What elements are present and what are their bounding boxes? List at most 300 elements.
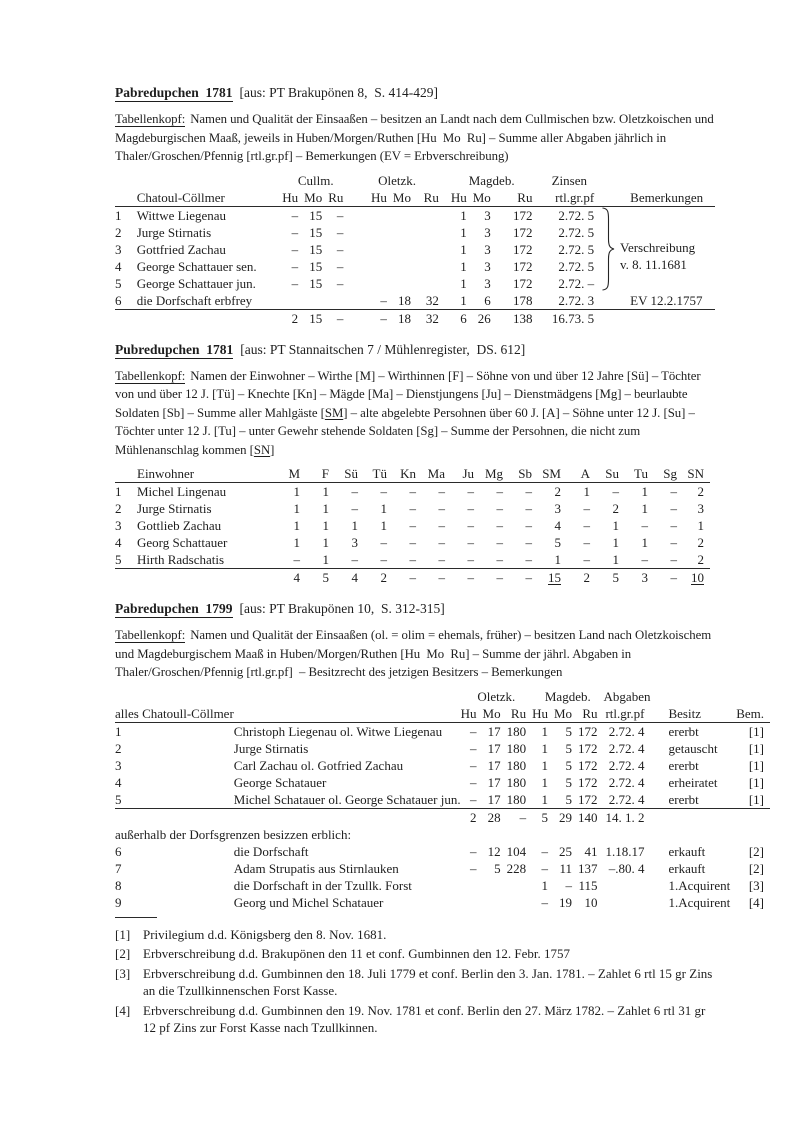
table-cell: [4]	[748, 894, 765, 910]
table-cell: 4	[293, 570, 300, 585]
table-cell	[115, 189, 137, 207]
table-cell: –	[654, 551, 683, 569]
table-cell: Ru	[328, 189, 349, 207]
table-row	[115, 843, 770, 860]
table-cell: –	[291, 275, 299, 291]
table-cell: Oletzk.	[378, 172, 417, 188]
table-cell: 5	[115, 275, 122, 291]
table-cell: 3	[351, 535, 358, 550]
table-cell: 1	[612, 535, 619, 550]
table-cell: 29	[559, 809, 573, 825]
table-cell: –	[438, 501, 445, 516]
table-cell: 1	[541, 774, 548, 790]
table-cell: Hirth Radschatis	[137, 551, 277, 569]
table-cell	[115, 309, 137, 327]
table-cell: [2]	[748, 860, 765, 876]
table-cell: Magdeb.	[544, 688, 591, 704]
table-cell: Georg Schattauer	[137, 535, 228, 550]
section-title: Pabredupchen 1781	[115, 85, 233, 100]
table-cell	[600, 275, 715, 292]
table-cell: Oletzk.	[477, 688, 516, 704]
table-cell: 5	[541, 809, 548, 825]
text-segment: SN	[253, 442, 271, 457]
table-cell: –	[470, 740, 477, 756]
table-cell: –	[335, 551, 364, 569]
brace-annotation-line1: Verschreibung	[620, 239, 696, 255]
table-cell: 12	[487, 843, 501, 859]
table-cell: erkauft	[668, 860, 706, 876]
table-cell: Mo	[483, 705, 507, 723]
table-cell	[349, 241, 393, 258]
table-cell: 2.72. 5	[558, 258, 595, 274]
table-cell: 172	[578, 791, 604, 809]
table-cell: [2]	[748, 843, 765, 859]
table-cell: [1]	[748, 757, 765, 773]
totals-row	[115, 569, 710, 587]
table-cell: Bem.	[736, 705, 770, 723]
table-cell: M	[277, 465, 306, 483]
table-cell: 3	[115, 757, 122, 773]
table-cell: Gottfried Zachau	[136, 241, 226, 257]
table-cell: Wittwe Liegenau	[136, 207, 227, 223]
table-cell: 5	[115, 791, 234, 809]
table-cell: 3	[641, 570, 648, 585]
table-cell: –	[291, 258, 299, 274]
table-cell: 1	[641, 535, 648, 550]
section-heading	[115, 341, 715, 359]
table-cell: Tu	[625, 465, 654, 483]
table-cell: –	[583, 501, 590, 516]
table-cell: 3	[484, 258, 491, 274]
table-1799-wrap	[115, 688, 765, 911]
table-cell: 2.72. 4	[604, 791, 651, 809]
table-cell: –	[467, 484, 474, 499]
table-cell	[417, 224, 445, 241]
table-cell	[137, 172, 282, 189]
table-cell: Ju	[451, 465, 480, 483]
table-row	[115, 774, 770, 791]
section-pabredupchen-1781	[115, 84, 715, 327]
column-header-row	[115, 465, 710, 483]
table-cell: 2	[115, 501, 122, 516]
table-row	[115, 500, 710, 517]
table-cell: –	[525, 570, 532, 585]
table-cell: 172	[512, 207, 533, 223]
table-cell: die Dorfschaft in der Tzullk. Forst	[233, 877, 412, 893]
table-cell: 2	[697, 484, 704, 499]
table-cell: Hu	[532, 705, 554, 723]
section-source: [aus: PT Stannaitschen 7 / Mühlenregister, DS. 612]	[240, 341, 526, 357]
table-cell: A	[567, 465, 596, 483]
table-cell	[483, 877, 507, 894]
column-header-row	[115, 189, 715, 207]
table-cell: –	[380, 484, 387, 499]
table-cell	[393, 241, 417, 258]
table-cell	[234, 705, 461, 723]
table-cell: –	[467, 570, 474, 585]
table-cell: Einwohner	[137, 465, 277, 483]
table-cell: 5	[554, 535, 561, 550]
table-cell: 1	[612, 518, 619, 533]
table-cell: 26	[477, 310, 491, 326]
table-cell: George Schattauer sen.	[136, 258, 257, 274]
table-cell: 41	[584, 843, 598, 859]
table-cell: –	[470, 860, 477, 876]
footnotes	[115, 917, 715, 1037]
table-cell: 2.72. 5	[558, 241, 595, 257]
table-cell	[115, 172, 137, 189]
table-cell: Mo	[473, 189, 497, 207]
table-cell	[600, 206, 715, 224]
brace-icon	[601, 207, 615, 296]
table-cell: –	[467, 535, 474, 550]
table-cell: erheiratet	[668, 774, 718, 790]
table-row	[115, 206, 715, 224]
table-cell: Kn	[393, 465, 422, 483]
table-cell: 1	[115, 484, 122, 499]
section-source: [aus: PT Brakupönen 8, S. 414-429]	[239, 85, 439, 100]
table-cell: 32	[425, 310, 439, 326]
table-cell: 180	[506, 740, 527, 756]
table-cell	[417, 206, 445, 224]
table-cell: 1	[380, 518, 387, 533]
table-cell: –	[525, 501, 532, 516]
table-cell: 4	[115, 774, 122, 790]
footnote	[115, 1002, 715, 1037]
table-cell: 6	[460, 310, 467, 326]
table-cell: –	[351, 484, 358, 499]
table-cell: –	[409, 535, 416, 550]
table-cell: Hu	[349, 189, 393, 207]
table-row	[115, 740, 770, 757]
table-cell: 1	[293, 518, 300, 533]
table-row	[115, 551, 710, 569]
tabellenkopf-label: Tabellenkopf:	[115, 112, 186, 126]
table-cell	[282, 292, 304, 310]
table-cell: –	[291, 224, 299, 240]
table-cell: 5	[494, 860, 501, 876]
table-row	[115, 517, 710, 534]
table-cell: 1	[380, 501, 387, 516]
table-cell: –	[451, 551, 480, 569]
table-cell	[650, 808, 736, 826]
table-cell: –	[438, 484, 445, 499]
footnote-marker: [3]	[115, 965, 131, 981]
table-row	[115, 722, 770, 740]
table-cell: 6	[115, 292, 137, 310]
table-cell: –	[364, 551, 393, 569]
table-cell: 1	[351, 518, 358, 533]
table-cell: 4	[115, 535, 122, 550]
table-cell	[736, 808, 770, 826]
table-cell: 3	[697, 501, 704, 516]
table-cell: –	[336, 224, 344, 240]
table-cell: 228	[506, 860, 527, 876]
table-cell: 1	[293, 535, 300, 550]
footnote-marker: [4]	[115, 1002, 131, 1018]
table-cell: Jurge Stirnatis	[137, 501, 212, 516]
table-row	[115, 894, 770, 911]
table-cell	[115, 465, 137, 483]
table-cell: 2.72. 4	[608, 774, 645, 790]
table-cell: –	[470, 774, 477, 790]
table-row	[115, 791, 770, 809]
table-cell: –	[336, 241, 344, 257]
table-cell: 1	[460, 258, 467, 274]
table-cell: –	[509, 551, 538, 569]
table-cell: Ru	[497, 189, 539, 207]
tabellenkopf-label: Tabellenkopf:	[115, 368, 186, 383]
mid-label-row	[115, 826, 770, 843]
table-cell: 3	[484, 241, 491, 257]
table-cell	[393, 258, 417, 275]
table-cell: 2.72. 3	[538, 292, 600, 310]
table-cell: 1	[460, 275, 467, 291]
table-cell: Hu	[445, 189, 473, 207]
table-cell: außerhalb der Dorfsgrenzen besizzen erblich:	[115, 826, 352, 842]
table-cell: –	[496, 518, 503, 533]
footnote-text: Erbverschreibung d.d. Gumbinnen den 19. Nov. 1781 et conf. Berlin den 27. März 1782. – Zahlet 6 rtl 31 gr 12 pf Zins zur Forst Kasse nach Tzullkinnen.	[143, 1002, 706, 1035]
section-pubredupchen-1781	[115, 341, 715, 587]
table-row	[115, 292, 715, 310]
table-cell: 2	[683, 551, 710, 569]
table-cell	[461, 894, 483, 911]
table-cell: 14. 1. 2	[605, 809, 645, 825]
table-cell: 2	[554, 484, 561, 499]
underlined-value: 15	[548, 570, 561, 585]
table-cell: 1.Acquirent	[668, 894, 731, 910]
table-cell: 32	[417, 292, 445, 310]
table-cell: –	[380, 535, 387, 550]
table-cell: –	[496, 570, 503, 585]
table-cell: 16.73. 5	[551, 310, 595, 326]
table-cell	[417, 275, 445, 292]
table-cell	[304, 292, 328, 310]
table-cell	[417, 258, 445, 275]
table-cell: 1	[322, 501, 329, 516]
table-cell	[393, 224, 417, 241]
table-cell: 172	[512, 241, 533, 257]
table-cell: –.80. 4	[608, 860, 645, 876]
table-cell: 5	[115, 551, 137, 569]
table-cell: rtl.gr.pf	[538, 189, 600, 207]
table-cell: 2.72. 5	[558, 224, 595, 240]
table-cell: 140	[578, 809, 598, 825]
footnote	[115, 926, 715, 944]
table-cell: 6	[473, 292, 497, 310]
table-cell: 172	[512, 258, 533, 274]
table-cell: 25	[559, 843, 573, 859]
table-cell: Gottlieb Zachau	[137, 518, 222, 533]
table-cell	[507, 894, 533, 911]
table-cell: Abgaben	[603, 688, 651, 704]
table-cell: [1]	[748, 723, 765, 739]
tabellenkopf-label: Tabellenkopf:	[115, 628, 186, 642]
table-cell: –	[409, 570, 416, 585]
table-cell: –	[393, 551, 422, 569]
table-cell: 15	[309, 310, 323, 326]
table-1781-einwohner-wrap	[115, 465, 715, 586]
table-cell	[137, 569, 277, 587]
table-cell: –	[670, 570, 677, 585]
table-1781-einwohner	[115, 465, 710, 586]
table-cell: –	[461, 791, 483, 809]
table-cell: 1	[538, 551, 567, 569]
table-cell: –	[409, 484, 416, 499]
table-cell: [1]	[748, 740, 765, 756]
table-cell: 172	[578, 740, 598, 756]
table-cell	[461, 877, 483, 894]
table-cell: 5	[612, 570, 619, 585]
footnote-text: Erbverschreibung d.d. Brakupönen den 11 et conf. Gumbinnen den 12. Febr. 1757	[143, 946, 570, 961]
table-cell: 4	[115, 258, 122, 274]
table-cell: Adam Strupatis aus Stirnlauken	[233, 860, 399, 876]
table-row	[115, 275, 715, 292]
table-row	[115, 877, 770, 894]
table-cell: 1	[541, 723, 548, 739]
table-cell: Sb	[509, 465, 538, 483]
table-cell: –	[565, 877, 573, 893]
table-cell: 3	[484, 275, 491, 291]
table-cell: 17	[487, 774, 501, 790]
table-cell: 2	[115, 224, 122, 240]
table-cell: Christoph Liegenau ol. Witwe Liegenau	[233, 723, 443, 739]
table-cell	[604, 877, 651, 894]
table-cell: 28	[487, 809, 501, 825]
table-cell: –	[625, 551, 654, 569]
group-header-row	[115, 688, 770, 705]
section-pabredupchen-1799	[115, 600, 765, 911]
table-cell: Hu	[461, 705, 483, 723]
tabellenkopf-text: Namen und Qualität der Einsaaßen (ol. = olim = ehemals, früher) – besitzen Land nach Oletzkoischem und Magdeburgischem Maaß in Huben/Morgen/Ruthen [Hu Mo Ru] – Summe der jährl. Abgaben in Thaler/Groschen/Pfennig [rtl.gr.pf] – Besitzrecht des jetzigen Besitzers – Bemerkungen	[115, 628, 712, 679]
table-cell	[137, 309, 282, 327]
table-cell: –	[583, 518, 590, 533]
table-cell: [3]	[748, 877, 765, 893]
text-segment: Namen der Einwohner – Wirthe [M] – Wirthinnen [F] – Söhne von und über 12 Jahre [Sü] – Töchter von und über 12 J. [Tü] – Knechte [Kn] – Mägde [Ma] – Dienstjungens [Ju] – Dienstmädgens [Mg] – beurlaubte Soldaten [Sb] – Summe aller Mahlgäste [	[115, 368, 701, 420]
table-cell: Ma	[422, 465, 451, 483]
table-cell: –	[496, 501, 503, 516]
table-body	[115, 465, 710, 586]
table-cell: 137	[578, 860, 598, 876]
totals-row	[115, 808, 770, 826]
table-cell: 1	[541, 757, 548, 773]
table-cell: 1	[460, 207, 467, 223]
table-cell: 1	[541, 740, 548, 756]
table-cell: SM	[538, 465, 567, 483]
table-cell: 2.72. 4	[608, 723, 645, 739]
table-cell: 2	[470, 809, 477, 825]
table-cell: 1	[293, 501, 300, 516]
table-cell: 17	[487, 740, 501, 756]
table-cell: 2	[291, 310, 299, 326]
table-cell	[115, 808, 234, 826]
table-cell: 2	[583, 570, 590, 585]
table-cell: Jurge Stirnatis	[233, 740, 309, 756]
table-cell: 3	[115, 241, 122, 257]
table-cell: 1	[596, 551, 625, 569]
table-cell: –	[336, 207, 344, 223]
footnote-divider	[115, 917, 157, 918]
table-cell: 11	[559, 860, 573, 876]
brace-annotation	[620, 239, 695, 273]
table-cell: –	[541, 860, 548, 876]
table-cell: Sü	[335, 465, 364, 483]
table-cell	[328, 292, 349, 310]
table-cell: –	[467, 501, 474, 516]
table-cell: 15	[309, 258, 323, 274]
table-cell	[234, 808, 461, 826]
table-cell: rtl.gr.pf	[604, 705, 651, 723]
table-cell: 1	[460, 241, 467, 257]
footnote	[115, 965, 715, 1000]
table-cell: 19	[559, 894, 573, 910]
table-cell: 2.72. 5	[558, 207, 595, 223]
table-cell: 1	[322, 518, 329, 533]
table-cell: –	[438, 535, 445, 550]
table-cell: 4	[554, 518, 561, 533]
section-source: [aus: PT Brakupönen 10, S. 312-315]	[239, 601, 445, 616]
table-cell: –	[583, 535, 590, 550]
table-cell: 2.72. 4	[608, 757, 645, 773]
table-cell: 172	[578, 774, 598, 790]
table-cell: Su	[596, 465, 625, 483]
table-cell: –	[470, 843, 477, 859]
table-cell: –	[496, 535, 503, 550]
table-cell: 1	[293, 484, 300, 499]
table-cell: 17	[483, 791, 507, 809]
table-cell: –	[525, 535, 532, 550]
table-cell: [1]	[736, 791, 770, 809]
footnote-text: Privilegium d.d. Königsberg den 8. Nov. 1681.	[143, 926, 387, 942]
table-cell: –	[409, 518, 416, 533]
table-cell: –	[422, 551, 451, 569]
table-cell: 172	[578, 723, 598, 739]
table-cell: –	[380, 310, 387, 326]
table-cell: 3	[554, 501, 561, 516]
table-1781-chatoul-coellmer-wrap	[115, 172, 715, 327]
section-heading	[115, 600, 715, 618]
table-cell: –	[470, 757, 477, 773]
tabellenkopf-paragraph	[115, 367, 715, 460]
table-cell: –	[470, 723, 477, 739]
table-cell: die Dorfschaft erbfrey	[137, 292, 282, 310]
table-cell: 2	[697, 535, 704, 550]
table-cell: 15	[309, 207, 323, 223]
table-cell: –	[567, 551, 596, 569]
table-cell: 4	[351, 570, 358, 585]
table-cell: 6	[115, 843, 122, 859]
table-cell: Ru	[507, 705, 533, 723]
table-cell	[115, 688, 234, 705]
table-cell: Besitz	[650, 705, 736, 723]
table-cell: –	[291, 207, 299, 223]
table-cell	[507, 877, 533, 894]
table-cell: SN	[683, 465, 710, 483]
table-cell: Mo	[393, 189, 417, 207]
table-cell	[736, 688, 770, 705]
tabellenkopf-paragraph	[115, 626, 715, 682]
table-cell: 1	[115, 723, 122, 739]
table-cell: getauscht	[668, 740, 718, 756]
table-cell: 5	[322, 570, 329, 585]
table-cell: –	[438, 518, 445, 533]
group-header-row	[115, 172, 715, 189]
table-cell	[115, 569, 137, 587]
table-cell: 1	[445, 292, 473, 310]
tabellenkopf-text	[115, 369, 701, 457]
table-cell: 172	[512, 224, 533, 240]
table-cell: EV 12.2.1757	[600, 292, 715, 310]
